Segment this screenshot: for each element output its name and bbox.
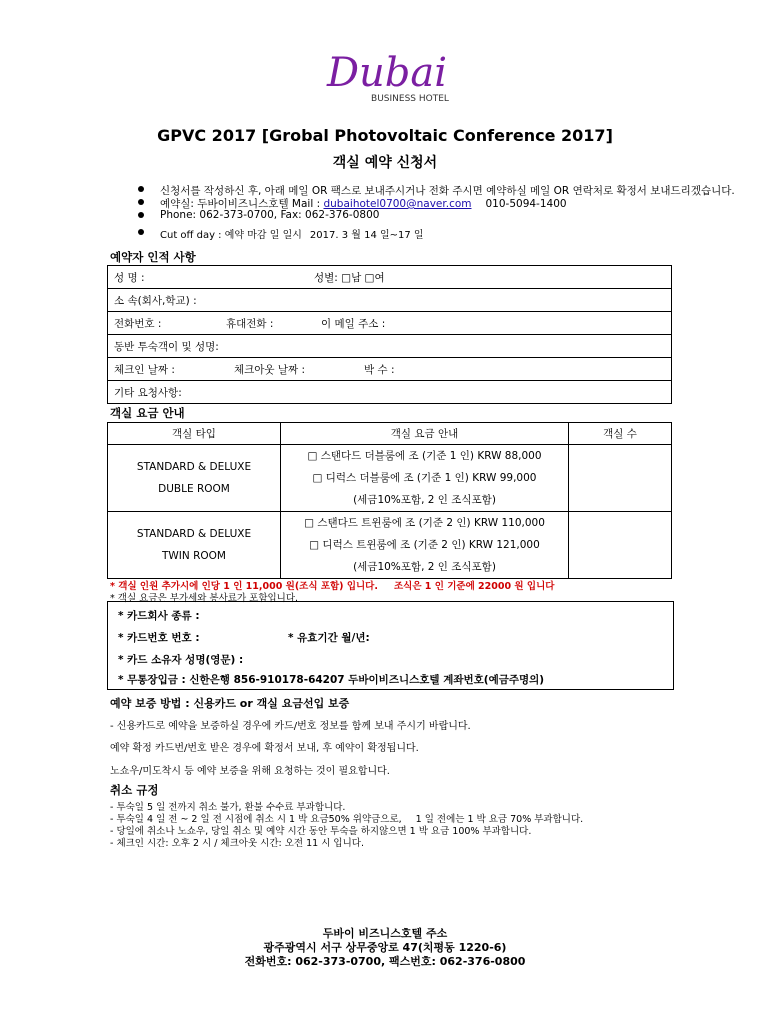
rate-tax-note: (세금10%포함, 2 인 조식포함): [353, 561, 496, 573]
footer-hotel-name: 두바이 비즈니스호텔 주소: [322, 927, 448, 940]
card-expiry-field[interactable]: * 유효기간 월/년:: [288, 632, 370, 644]
guest-row-dates[interactable]: [108, 358, 672, 381]
name-label: 성 명 :: [114, 271, 145, 284]
checkin-label: 체크인 날짜 :: [114, 363, 175, 376]
guest-row-requests[interactable]: 기타 요청사항:: [108, 381, 672, 404]
email-link[interactable]: dubaihotel0700@naver.com: [323, 198, 472, 210]
guest-row-affiliation[interactable]: 소 속(회사,학교) :: [108, 289, 672, 312]
hotel-logo: [300, 52, 475, 104]
gender-label: 성별: □남 □여: [314, 271, 385, 284]
guest-row-companion[interactable]: 동반 투숙객이 및 성명:: [108, 335, 672, 358]
footer-contact: 전화번호: 062-373-0700, 팩스번호: 062-376-0800: [244, 955, 526, 968]
room-type-line: STANDARD & DELUXE: [136, 461, 252, 473]
page-subtitle: 객실 예약 신청서: [332, 155, 438, 171]
cancel-line: - 투숙일 5 일 전까지 취소 불가, 환불 수수료 부과합니다.: [110, 802, 346, 813]
cancel-line-part: 1 일 전에는 1 박 요금 70% 부과합니다.: [415, 814, 584, 825]
note-phone-fax: Phone: 062-373-0700, Fax: 062-376-0800: [160, 209, 380, 221]
contact-phone: 010-5094-1400: [485, 198, 567, 210]
guarantee-line: 예약 확정 카드번/번호 받은 경우에 확정서 보내, 후 예약이 확정됩니다.: [110, 743, 419, 754]
guarantee-line: - 신용카드로 예약을 보증하실 경우에 카드/번호 정보를 함께 보내 주시기 바랍니다.: [110, 721, 471, 732]
phone-label: 전화번호 :: [114, 317, 162, 330]
room-rate-table: [107, 422, 672, 579]
rate-option-checkbox[interactable]: □ 디럭스 트윈룸에 조 (기준 2 인) KRW 121,000: [309, 539, 540, 551]
email-label: 이 메일 주소 :: [321, 317, 386, 330]
rate-header-type: 객실 타입: [108, 423, 281, 445]
room-rates-double: [281, 445, 569, 512]
rate-section-heading: 객실 요금 안내: [110, 406, 185, 420]
logo-tagline: BUSINESS HOTEL: [371, 94, 449, 104]
guest-row-contact[interactable]: [108, 312, 672, 335]
rate-option-checkbox[interactable]: □ 스탠다드 트윈룸에 조 (기준 2 인) KRW 110,000: [304, 517, 545, 529]
room-count-twin[interactable]: [569, 512, 672, 579]
cutoff-label: Cut off day : 예약 마감 일 일시: [160, 230, 302, 241]
guarantee-heading: 예약 보증 방법 : 신용카드 or 객실 요금선입 보증: [110, 697, 350, 710]
cancel-line: - 체크인 시간: 오후 2 시 / 체크아웃 시간: 오전 11 시 입니다.: [110, 838, 364, 849]
mobile-label: 휴대전화 :: [226, 317, 274, 330]
bank-transfer-info: * 무통장입금 : 신한은행 856-910178-64207 두바이비즈니스호텔 계좌번호(예금주명의): [118, 674, 545, 686]
rate-option-checkbox[interactable]: □ 디럭스 더블룸에 조 (기준 1 인) KRW 99,000: [312, 472, 537, 484]
room-type-line: TWIN ROOM: [162, 550, 226, 562]
rate-tax-note: (세금10%포함, 2 인 조식포함): [353, 494, 496, 506]
room-type-double: [108, 445, 281, 512]
breakfast-warning: 조식은 1 인 기준에 22000 원 입니다: [393, 581, 555, 592]
rate-option-checkbox[interactable]: □ 스탠다드 더블룸에 조 (기준 1 인) KRW 88,000: [307, 450, 542, 462]
card-number-field[interactable]: * 카드번호 번호 :: [118, 632, 200, 644]
tax-included-note: * 객실 요금은 부가세와 봉사료가 포함입니다.: [110, 593, 299, 604]
checkout-label: 체크아웃 날짜 :: [234, 363, 306, 376]
payment-box: [107, 601, 674, 690]
room-type-line: STANDARD & DELUXE: [136, 528, 252, 540]
cancel-line: - 당일에 취소나 노쇼우, 당일 취소 및 예약 시간 동안 투숙을 하지않으면 1 박 요금 100% 부과합니다.: [110, 826, 532, 837]
room-type-line: DUBLE ROOM: [158, 483, 230, 495]
nights-label: 박 수 :: [364, 363, 395, 376]
card-holder-field[interactable]: * 카드 소유자 성명(영문) :: [118, 654, 244, 666]
note-instructions: 신청서를 작성하신 후, 아래 메일 OR 팩스로 보내주시거나 전화 주시면 예약하실 메일 OR 연락처로 확정서 보내드리겠습니다.: [160, 185, 735, 197]
room-count-double[interactable]: [569, 445, 672, 512]
guest-row-name[interactable]: [108, 266, 672, 289]
card-company-field[interactable]: * 카드회사 종류 :: [118, 610, 200, 622]
contact-label: 예약실: 두바이비즈니스호텔 Mail :: [160, 198, 324, 210]
guest-section-heading: 예약자 인적 사항: [110, 250, 196, 264]
guarantee-line: 노쇼우/미도착시 등 예약 보증을 위해 요청하는 것이 필요합니다.: [110, 766, 390, 777]
room-rates-twin: [281, 512, 569, 579]
extra-person-warning: * 객실 인원 추가시에 인당 1 인 11,000 원(조식 포함) 입니다.: [110, 581, 378, 592]
cancel-heading: 취소 규정: [110, 783, 159, 797]
logo-wordmark: Dubai: [326, 52, 448, 96]
cancel-line-part: - 투숙일 4 일 전 ~ 2 일 전 시점에 취소 시 1 박 요금50% 위약금으로,: [110, 814, 402, 825]
guest-info-table: [107, 265, 672, 404]
page-title: GPVC 2017 [Grobal Photovoltaic Conference 2017]: [157, 126, 613, 145]
footer-address: 광주광역시 서구 상무중앙로 47(치평동 1220-6): [263, 941, 507, 954]
rate-header-price: 객실 요금 안내: [281, 423, 569, 445]
cutoff-dates: 2017. 3 월 14 일~17 일: [309, 230, 424, 241]
rate-header-count: 객실 수: [569, 423, 672, 445]
note-cutoff: [160, 226, 424, 241]
room-type-twin: [108, 512, 281, 579]
